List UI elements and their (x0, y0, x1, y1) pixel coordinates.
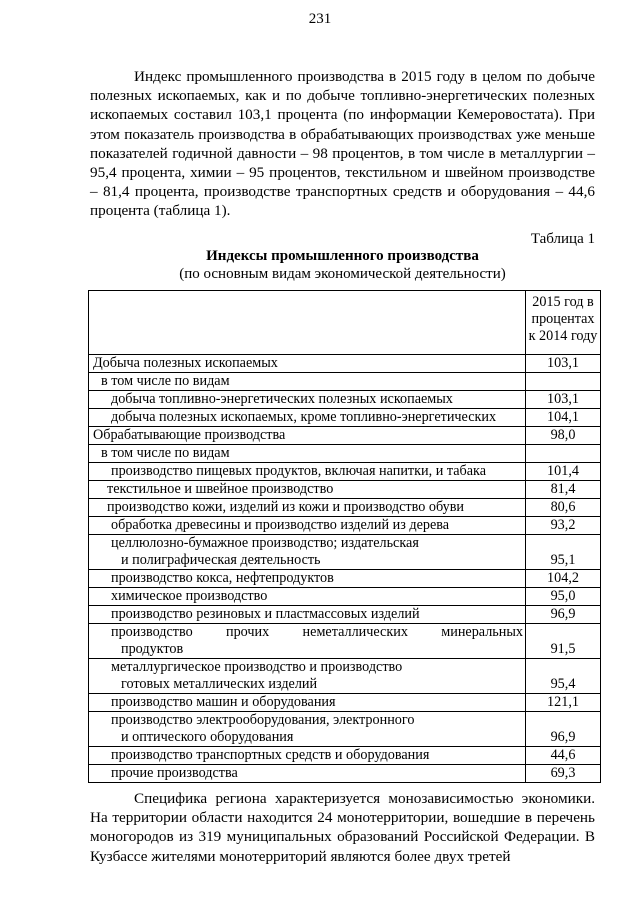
table-row (89, 427, 601, 445)
row-value: 95,4 (526, 659, 601, 694)
row-value: 69,3 (526, 765, 601, 783)
row-value: 81,4 (526, 481, 601, 499)
row-name-line-2: продуктов (121, 641, 184, 657)
row-name: обработка древесины и производство изделий из дерева (89, 517, 526, 535)
row-value: 103,1 (526, 391, 601, 409)
row-value: 121,1 (526, 694, 601, 712)
table-title: Индексы промышленного производства (206, 248, 479, 264)
table-label: Таблица 1 (530, 231, 595, 247)
row-name-multiline (89, 659, 526, 694)
row-name-line-1: металлургическое производство и производство (111, 659, 403, 675)
row-name: производство кожи, изделий из кожи и производство обуви (89, 499, 526, 517)
paragraph-monotowns: Специфика региона характеризуется монозависимостью экономики. На территории области находится 24 монотерритории, вошедшие в перечень моногородов из 319 муниципальных образований Российской Федерации. В Кузбассе жителями монотерриторий являются более двух третей (90, 790, 595, 865)
row-name: в том числе по видам (89, 373, 526, 391)
table-row (89, 606, 601, 624)
row-name-line-1: производство электрооборудования, электронного (111, 712, 415, 728)
row-name: текстильное и швейное производство (89, 481, 526, 499)
row-value: 93,2 (526, 517, 601, 535)
row-name: химическое производство (89, 588, 526, 606)
row-value: 95,1 (526, 535, 601, 570)
row-name: производство резиновых и пластмассовых изделий (89, 606, 526, 624)
table-row (89, 373, 601, 391)
row-name: прочие производства (89, 765, 526, 783)
table-row (89, 712, 601, 747)
table-row (89, 624, 601, 659)
paragraph-intro: Индекс промышленного производства в 2015 году в целом по добыче полезных ископаемых, как и по добыче топливно-энергетических полезных ископаемых составил 103,1 процента (по информации Кемеровостата). При этом показатель производства в обрабатывающих производствах уже меньше показателей годичной давности – 98 процентов, в том числе в металлургии – 95,4 процента, химии – 95 процентов, текстильном и швейном производстве – 81,4 процента, производстве транспортных средств и оборудования – 44,6 процента (таблица 1). (90, 68, 595, 220)
table-row (89, 765, 601, 783)
row-name: производство кокса, нефтепродуктов (89, 570, 526, 588)
row-value: 80,6 (526, 499, 601, 517)
row-name-line-2: готовых металлических изделий (121, 676, 318, 692)
table-row (89, 445, 601, 463)
row-value: 95,0 (526, 588, 601, 606)
row-value: 104,2 (526, 570, 601, 588)
row-name-line-1: целлюлозно-бумажное производство; издательская (111, 535, 419, 551)
table-row (89, 355, 601, 373)
column-header: 2015 год в процентах к 2014 году (526, 291, 601, 355)
row-name: производство пищевых продуктов, включая напитки, и табака (89, 463, 526, 481)
row-value: 96,9 (526, 606, 601, 624)
row-value (526, 445, 601, 463)
row-name: добыча топливно-энергетических полезных ископаемых (89, 391, 526, 409)
row-name-multiline (89, 712, 526, 747)
row-value: 101,4 (526, 463, 601, 481)
row-value: 104,1 (526, 409, 601, 427)
row-value: 96,9 (526, 712, 601, 747)
row-value (526, 373, 601, 391)
industrial-index-table (88, 290, 601, 783)
table-row (89, 570, 601, 588)
header-empty-cell (89, 291, 526, 355)
table-row (89, 391, 601, 409)
table-header-row (89, 291, 601, 355)
row-value: 103,1 (526, 355, 601, 373)
row-name: Добыча полезных ископаемых (89, 355, 526, 373)
row-name-multiline (89, 535, 526, 570)
table-row (89, 747, 601, 765)
row-value: 91,5 (526, 624, 601, 659)
row-name: Обрабатывающие производства (89, 427, 526, 445)
table-row (89, 463, 601, 481)
row-name-line-2: и полиграфическая деятельность (121, 552, 321, 568)
row-value: 98,0 (526, 427, 601, 445)
table-subtitle: (по основным видам экономической деятельности) (179, 266, 506, 282)
row-name: добыча полезных ископаемых, кроме топливно-энергетических (89, 409, 526, 427)
row-value: 44,6 (526, 747, 601, 765)
row-name: производство транспортных средств и оборудования (89, 747, 526, 765)
row-name: в том числе по видам (89, 445, 526, 463)
table-row (89, 535, 601, 570)
page-number: 231 (308, 11, 332, 27)
table-row (89, 659, 601, 694)
table-row (89, 694, 601, 712)
row-name: производство машин и оборудования (89, 694, 526, 712)
table-row (89, 588, 601, 606)
row-name-line-1: производство прочих неметаллических минеральных (111, 624, 523, 640)
table-row (89, 517, 601, 535)
row-name-line-2: и оптического оборудования (121, 729, 294, 745)
table-row (89, 499, 601, 517)
row-name-multiline (89, 624, 526, 659)
table-row (89, 481, 601, 499)
table-row (89, 409, 601, 427)
